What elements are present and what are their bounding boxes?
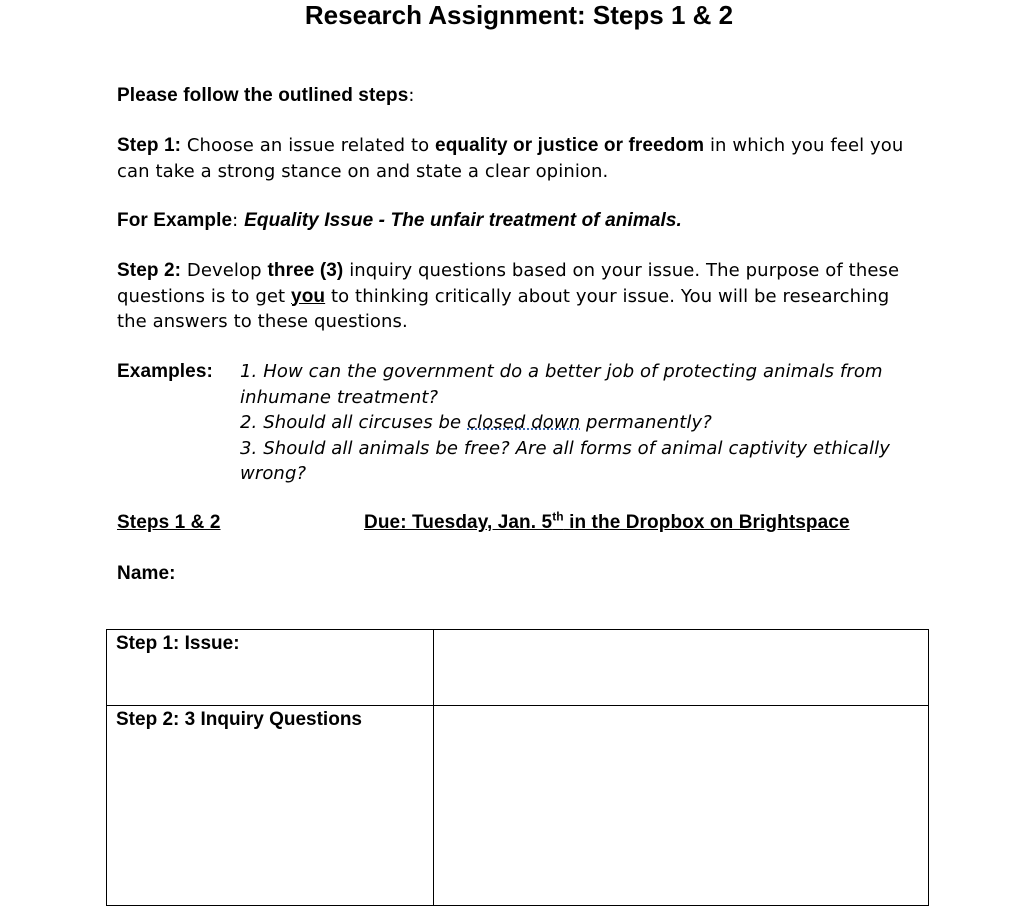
step2-paragraph <box>117 258 907 335</box>
name-label: Name: <box>117 563 176 584</box>
example-question-2-b: permanently? <box>580 412 712 433</box>
step2-emphasis: three (3) <box>267 260 344 281</box>
step2-text-b: inquiry questions based on your issue. The purpose of these questions is to get <box>117 260 900 307</box>
step1-emphasis: equality or justice or freedom <box>435 135 705 156</box>
table-row-questions <box>107 706 929 906</box>
due-row <box>117 510 897 536</box>
row1-label-cell: Step 1: Issue: <box>107 630 434 706</box>
intro-suffix: : <box>408 85 415 106</box>
step1-text-b: in which you feel you can take a strong stance on and state a clear opinion. <box>117 135 904 182</box>
page-title: Research Assignment: Steps 1 & 2 <box>304 0 734 30</box>
example-question-3: 3. Should all animals be free? Are all forms of animal captivity ethically wrong? <box>240 437 891 484</box>
due-text-a: Due: Tuesday, Jan. 5 <box>364 512 553 533</box>
step2-text-c: to thinking critically about your issue. You will be researching the answers to these questions. <box>117 285 890 332</box>
intro-paragraph <box>117 83 907 109</box>
example-question-2-dotted: closed down <box>467 412 581 433</box>
examples-list <box>240 359 910 487</box>
example-colon: : <box>232 210 245 231</box>
intro-bold: Please follow the outlined steps <box>117 85 409 106</box>
due-text <box>364 509 850 533</box>
step2-you: you <box>291 285 326 307</box>
example-question-2 <box>240 410 910 436</box>
example-question-1: 1. How can the government do a better job of protecting animals from inhumane treatment? <box>240 361 883 408</box>
step1-label: Step 1: <box>117 135 182 156</box>
answer-table <box>106 629 929 906</box>
example-label: For Example <box>117 210 233 231</box>
examples-label: Examples: <box>117 361 213 382</box>
example-text: Equality Issue - The unfair treatment of animals. <box>244 210 682 231</box>
due-sup: th <box>552 509 564 524</box>
row2-label-cell: Step 2: 3 Inquiry Questions <box>107 706 434 906</box>
example-question-2-a: 2. Should all circuses be <box>240 412 468 433</box>
step2-label: Step 2: <box>117 260 182 281</box>
step1-paragraph <box>117 133 907 184</box>
example-paragraph <box>117 208 907 234</box>
due-steps-label: Steps 1 & 2 <box>117 512 221 533</box>
step1-text-a: Choose an issue related to <box>181 135 436 156</box>
step2-text-a: Develop <box>181 260 268 281</box>
table-row-issue <box>107 630 929 706</box>
due-text-b: in the Dropbox on Brightspace <box>563 512 850 533</box>
row1-answer-cell[interactable] <box>434 630 929 706</box>
row2-answer-cell[interactable] <box>434 706 929 906</box>
